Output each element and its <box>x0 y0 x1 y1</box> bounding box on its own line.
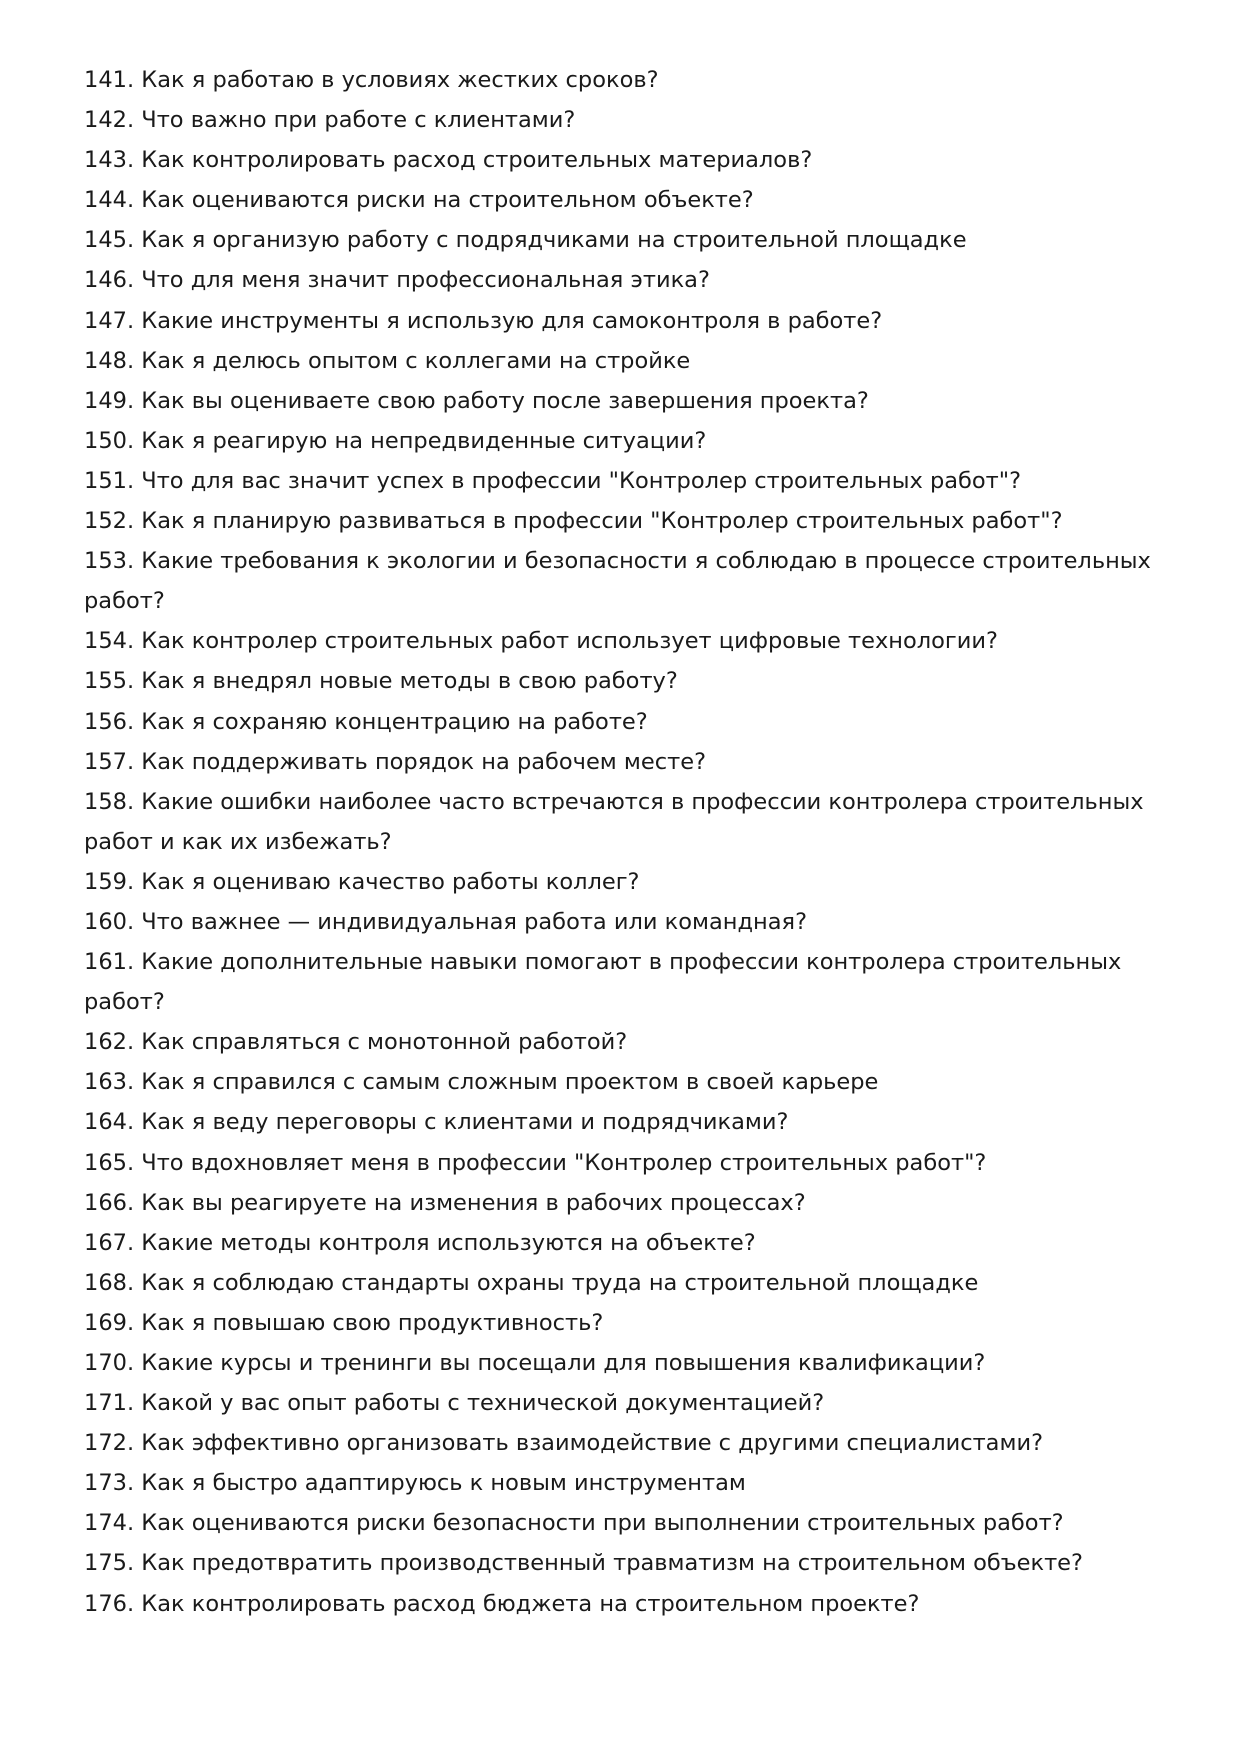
question-item <box>84 742 1164 782</box>
question-number: 154. <box>84 628 135 655</box>
question-number: 161. <box>84 949 135 976</box>
question-item <box>84 1022 1164 1062</box>
question-number: 155. <box>84 668 135 695</box>
question-item <box>84 1183 1164 1223</box>
document-page <box>84 60 1164 1624</box>
question-number: 169. <box>84 1309 135 1336</box>
question-number: 148. <box>84 347 135 374</box>
question-text: Как я сохраняю концентрацию на работе? <box>141 708 648 735</box>
question-item <box>84 1584 1164 1624</box>
question-text: Как вы реагируете на изменения в рабочих процессах? <box>141 1189 806 1216</box>
question-item <box>84 862 1164 902</box>
question-number: 163. <box>84 1069 135 1096</box>
question-item <box>84 1423 1164 1463</box>
question-number: 156. <box>84 708 135 735</box>
question-text: Что вдохновляет меня в профессии "Контролер строительных работ"? <box>141 1149 987 1176</box>
question-text: Что важно при работе с клиентами? <box>141 107 576 134</box>
question-number: 164. <box>84 1109 135 1136</box>
question-text: Как оцениваются риски на строительном объекте? <box>141 187 754 214</box>
question-item <box>84 782 1164 862</box>
question-number: 150. <box>84 427 135 454</box>
question-text: Как контролер строительных работ использует цифровые технологии? <box>141 628 998 655</box>
question-item <box>84 702 1164 742</box>
question-item <box>84 381 1164 421</box>
question-list <box>84 60 1164 1624</box>
question-text: Как я веду переговоры с клиентами и подрядчиками? <box>141 1109 789 1136</box>
question-item <box>84 1543 1164 1583</box>
question-number: 147. <box>84 307 135 334</box>
question-number: 165. <box>84 1149 135 1176</box>
question-text: Какие курсы и тренинги вы посещали для повышения квалификации? <box>141 1350 986 1376</box>
question-text: Как справляться с монотонной работой? <box>141 1029 628 1056</box>
question-text: Как я внедрял новые методы в свою работу? <box>141 668 678 695</box>
question-text: Как я соблюдаю стандарты охраны труда на строительной площадке <box>141 1269 979 1296</box>
question-item <box>84 1303 1164 1343</box>
question-text: Как эффективно организовать взаимодействие с другими специалистами? <box>141 1430 1044 1457</box>
question-item <box>84 1343 1164 1383</box>
question-text: Какие требования к экологии и безопасности я соблюдаю в процессе строительных работ? <box>84 548 1151 615</box>
question-number: 168. <box>84 1269 135 1296</box>
question-text: Что важнее — индивидуальная работа или командная? <box>141 908 808 935</box>
question-item <box>84 661 1164 701</box>
question-number: 149. <box>84 387 135 414</box>
question-item <box>84 1062 1164 1102</box>
question-text: Какие дополнительные навыки помогают в профессии контролера строительных работ? <box>84 949 1122 1016</box>
question-item <box>84 180 1164 220</box>
question-number: 167. <box>84 1229 135 1256</box>
question-text: Как предотвратить производственный травматизм на строительном объекте? <box>141 1550 1083 1577</box>
question-item <box>84 1263 1164 1303</box>
question-text: Как контролировать расход бюджета на строительном проекте? <box>141 1590 920 1617</box>
question-item <box>84 220 1164 260</box>
question-text: Как я оцениваю качество работы коллег? <box>141 868 640 895</box>
question-text: Что для меня значит профессиональная этика? <box>141 267 710 294</box>
question-number: 142. <box>84 107 135 134</box>
question-item <box>84 621 1164 661</box>
question-item <box>84 1143 1164 1183</box>
question-number: 171. <box>84 1390 135 1417</box>
question-number: 166. <box>84 1189 135 1216</box>
question-text: Как я быстро адаптируюсь к новым инструментам <box>141 1470 746 1497</box>
question-number: 157. <box>84 748 135 775</box>
question-text: Что для вас значит успех в профессии "Контролер строительных работ"? <box>141 467 1022 494</box>
question-text: Какие инструменты я использую для самоконтроля в работе? <box>141 307 883 334</box>
question-item <box>84 1463 1164 1503</box>
question-item <box>84 541 1164 621</box>
question-number: 152. <box>84 508 135 535</box>
question-text: Как я работаю в условиях жестких сроков? <box>141 67 659 93</box>
question-number: 159. <box>84 868 135 895</box>
question-text: Какой у вас опыт работы с технической документацией? <box>141 1390 825 1417</box>
question-number: 145. <box>84 227 135 254</box>
question-item <box>84 140 1164 180</box>
question-item <box>84 301 1164 341</box>
question-text: Как я организую работу с подрядчиками на строительной площадке <box>141 227 967 254</box>
question-number: 144. <box>84 187 135 214</box>
question-item <box>84 1383 1164 1423</box>
question-text: Как вы оцениваете свою работу после завершения проекта? <box>141 387 869 414</box>
question-number: 170. <box>84 1350 135 1376</box>
question-item <box>84 942 1164 1022</box>
question-item <box>84 902 1164 942</box>
question-number: 151. <box>84 467 135 494</box>
question-number: 172. <box>84 1430 135 1457</box>
question-number: 174. <box>84 1510 135 1537</box>
question-item <box>84 461 1164 501</box>
question-item <box>84 100 1164 140</box>
question-number: 176. <box>84 1590 135 1617</box>
question-text: Какие ошибки наиболее часто встречаются в профессии контролера строительных работ и как их избежать? <box>84 788 1144 855</box>
question-number: 146. <box>84 267 135 294</box>
question-item <box>84 421 1164 461</box>
question-item <box>84 1102 1164 1142</box>
question-text: Как я реагирую на непредвиденные ситуации? <box>141 427 707 454</box>
question-text: Какие методы контроля используются на объекте? <box>141 1229 756 1256</box>
question-number: 141. <box>84 67 135 93</box>
question-number: 160. <box>84 908 135 935</box>
question-number: 173. <box>84 1470 135 1497</box>
question-number: 175. <box>84 1550 135 1577</box>
question-text: Как я справился с самым сложным проектом в своей карьере <box>141 1069 879 1096</box>
question-number: 143. <box>84 147 135 174</box>
question-text: Как я повышаю свою продуктивность? <box>141 1309 604 1336</box>
question-text: Как оцениваются риски безопасности при выполнении строительных работ? <box>141 1510 1064 1537</box>
question-item <box>84 1223 1164 1263</box>
question-text: Как я делюсь опытом с коллегами на стройке <box>141 347 691 374</box>
question-item <box>84 260 1164 300</box>
question-number: 153. <box>84 548 135 575</box>
question-number: 158. <box>84 788 135 815</box>
question-number: 162. <box>84 1029 135 1056</box>
question-text: Как я планирую развиваться в профессии "Контролер строительных работ"? <box>141 508 1063 535</box>
question-item <box>84 60 1164 100</box>
question-item <box>84 341 1164 381</box>
question-item <box>84 501 1164 541</box>
question-text: Как поддерживать порядок на рабочем месте? <box>141 748 707 775</box>
question-item <box>84 1503 1164 1543</box>
question-text: Как контролировать расход строительных материалов? <box>141 147 813 174</box>
